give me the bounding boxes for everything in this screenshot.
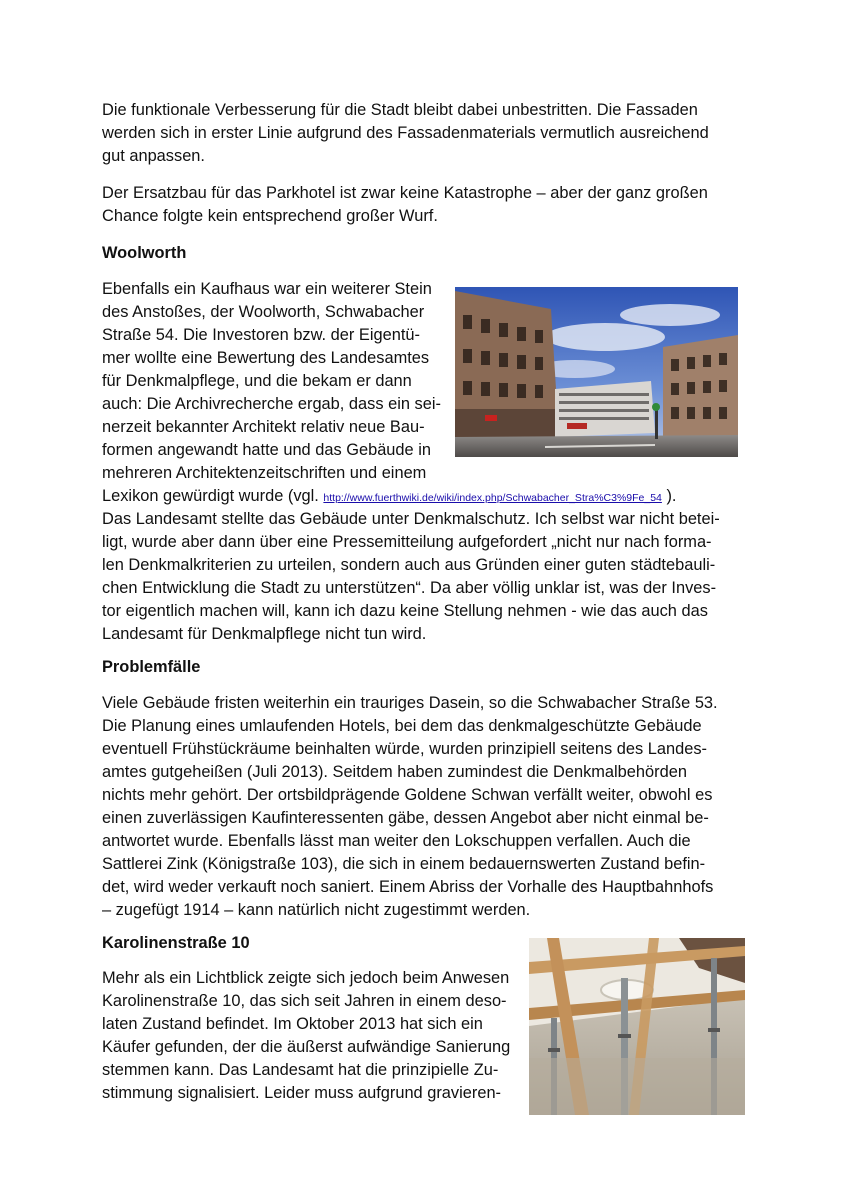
woolworth-line-1: Ebenfalls ein Kaufhaus war ein weiterer Stein <box>102 280 432 298</box>
heading-karolinenstrasse: Karolinenstraße 10 <box>102 934 250 952</box>
problem-line-7: antwortet wurde. Ebenfalls lässt man weiter den Lokschuppen verfallen. Auch die <box>102 832 691 850</box>
woolworth-line-2: des Anstoßes, der Woolworth, Schwabacher <box>102 303 425 321</box>
problem-line-2: Die Planung eines umlaufenden Hotels, bei dem das denkmalgeschützte Gebäude <box>102 717 702 735</box>
woolworth-link-suffix: ). <box>661 487 677 505</box>
karolinenstrasse-photo <box>529 938 745 1115</box>
woolworth-line-7: nerzeit bekannter Architekt relativ neue Bau- <box>102 418 425 436</box>
paragraph-2-line-1: Der Ersatzbau für das Parkhotel ist zwar keine Katastrophe – aber der ganz großen <box>102 184 708 202</box>
karolinen-line-1: Mehr als ein Lichtblick zeigte sich jedoch beim Anwesen <box>102 969 510 987</box>
paragraph-1-line-2: werden sich in erster Linie aufgrund des Fassadenmaterials vermutlich ausreichend <box>102 124 709 142</box>
fuerthwiki-link[interactable]: http://www.fuerthwiki.de/wiki/index.php/Schwabacher_Stra%C3%9Fe_54 <box>323 492 662 504</box>
problem-line-10: – zugefügt 1914 – kann natürlich nicht zugestimmt werden. <box>102 901 531 919</box>
woolworth-line-4: mer wollte eine Bewertung des Landesamtes <box>102 349 430 367</box>
problem-line-8: Sattlerei Zink (Königstraße 103), die sich in einem bedauernswerten Zustand befin- <box>102 855 706 873</box>
woolworth-photo <box>455 287 738 457</box>
problem-line-6: einen zuverlässigen Kaufinteressenten gäbe, dessen Angebot aber nicht einmal be- <box>102 809 709 827</box>
woolworth-line-6: auch: Die Archivrecherche ergab, dass ein sei- <box>102 395 441 413</box>
woolworth-line-5: für Denkmalpflege, und die bekam er dann <box>102 372 412 390</box>
woolworth-line-9: mehreren Architektenzeitschriften und einem <box>102 464 427 482</box>
problem-line-1: Viele Gebäude fristen weiterhin ein trauriges Dasein, so die Schwabacher Straße 53. <box>102 694 718 712</box>
paragraph-1-line-3: gut anpassen. <box>102 147 205 165</box>
woolworth-link-prefix: Lexikon gewürdigt wurde (vgl. <box>102 487 324 505</box>
woolworth-line-13: chen Entwicklung die Stadt zu unterstützen“. Da aber völlig unklar ist, was der Inves- <box>102 579 717 597</box>
karolinen-line-5: stemmen kann. Das Landesamt hat die prinzipielle Zu- <box>102 1061 499 1079</box>
paragraph-1-line-1: Die funktionale Verbesserung für die Stadt bleibt dabei unbestritten. Die Fassaden <box>102 101 698 119</box>
karolinen-line-2: Karolinenstraße 10, das sich seit Jahren in einem deso- <box>102 992 507 1010</box>
woolworth-link-line <box>102 485 676 509</box>
karolinen-line-6: stimmung signalisiert. Leider muss aufgrund gravieren- <box>102 1084 502 1102</box>
woolworth-line-3: Straße 54. Die Investoren bzw. der Eigentü- <box>102 326 420 344</box>
woolworth-line-11: ligt, wurde aber dann über eine Pressemitteilung aufgefordert „nicht nur nach forma- <box>102 533 712 551</box>
woolworth-line-8: formen angewandt hatte und das Gebäude in <box>102 441 431 459</box>
paragraph-2-line-2: Chance folgte kein entsprechend großer Wurf. <box>102 207 438 225</box>
problem-line-3: eventuell Frühstückräume beinhalten würde, wurden prinzipiell seitens des Landes- <box>102 740 707 758</box>
woolworth-line-14: tor eigentlich machen will, kann ich dazu keine Stellung nehmen - wie das auch das <box>102 602 708 620</box>
heading-problemfaelle: Problemfälle <box>102 658 201 676</box>
karolinen-line-3: laten Zustand befindet. Im Oktober 2013 hat sich ein <box>102 1015 483 1033</box>
heading-woolworth: Woolworth <box>102 244 187 262</box>
problem-line-4: amtes gutgeheißen (Juli 2013). Seitdem haben zumindest die Denkmalbehörden <box>102 763 687 781</box>
karolinen-line-4: Käufer gefunden, der die äußerst aufwändige Sanierung <box>102 1038 511 1056</box>
woolworth-line-10: Das Landesamt stellte das Gebäude unter Denkmalschutz. Ich selbst war nicht betei- <box>102 510 720 528</box>
problem-line-9: det, wird weder verkauft noch saniert. Einem Abriss der Vorhalle des Hauptbahnhofs <box>102 878 714 896</box>
karolinenstrasse-photo-graphic <box>529 938 745 1115</box>
woolworth-photo-graphic <box>455 287 738 457</box>
woolworth-line-12: len Denkmalkriterien zu urteilen, sondern auch aus Gründen einer guten städtebauli- <box>102 556 716 574</box>
woolworth-line-15: Landesamt für Denkmalpflege nicht tun wird. <box>102 625 427 643</box>
problem-line-5: nichts mehr gehört. Der ortsbildprägende Goldene Schwan verfällt weiter, obwohl es <box>102 786 713 804</box>
